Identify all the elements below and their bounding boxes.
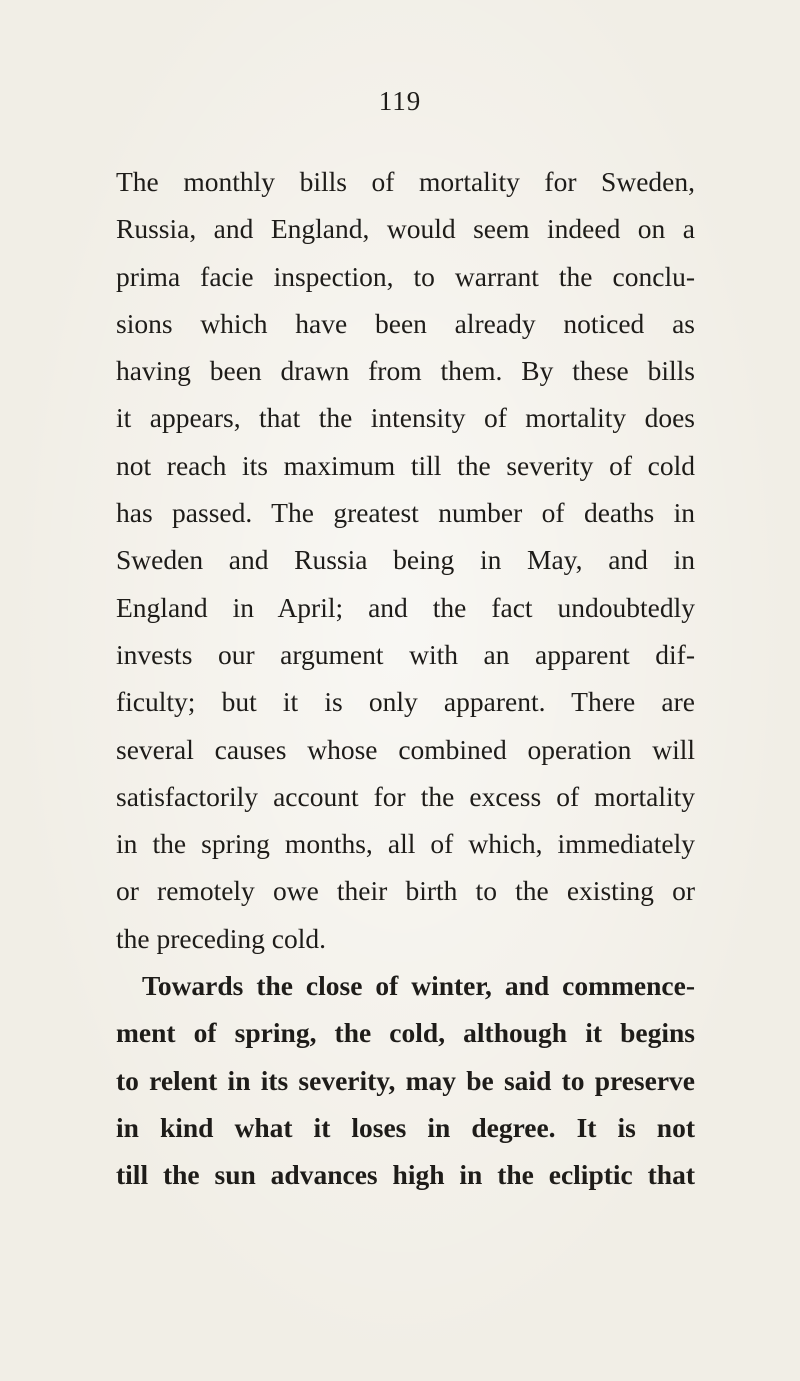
text-line-21: in kind what it loses in degree. It is not xyxy=(116,1111,695,1143)
text-line-10: England in April; and the fact undoubtedly xyxy=(116,591,695,623)
text-line-14: satisfactorily account for the excess of mortality xyxy=(116,780,695,812)
text-line-16: or remotely owe their birth to the existing or xyxy=(116,875,695,907)
text-line-3: prima facie inspection, to warrant the conclu- xyxy=(116,260,695,292)
text-line-5: having been drawn from them. By these bills xyxy=(116,355,695,387)
text-line-19: ment of spring, the cold, although it begins xyxy=(116,1017,695,1049)
body-text xyxy=(116,158,695,1199)
text-line-12: ficulty; but it is only apparent. There are xyxy=(116,686,695,718)
text-line-1: The monthly bills of mortality for Sweden, xyxy=(116,166,695,197)
text-line-22: till the sun advances high in the ecliptic that xyxy=(116,1159,695,1191)
text-line-20: to relent in its severity, may be said to preserve xyxy=(116,1064,695,1096)
text-line-9: Sweden and Russia being in May, and in xyxy=(116,544,695,576)
text-line-15: in the spring months, all of which, immediately xyxy=(116,828,695,860)
page-number: 119 xyxy=(378,86,422,116)
text-line-6: it appears, that the intensity of mortality does xyxy=(116,402,695,434)
text-line-13: several causes whose combined operation will xyxy=(116,733,695,765)
text-line-18: Towards the close of winter, and commence- xyxy=(142,970,695,1002)
text-line-7: not reach its maximum till the severity of cold xyxy=(116,449,695,481)
text-line-11: invests our argument with an apparent dif- xyxy=(116,638,695,670)
text-line-4: sions which have been already noticed as xyxy=(116,307,695,339)
text-line-2: Russia, and England, would seem indeed on a xyxy=(116,213,695,245)
text-line-8: has passed. The greatest number of deaths in xyxy=(116,497,695,529)
text-line-17: the preceding cold. xyxy=(116,922,326,954)
